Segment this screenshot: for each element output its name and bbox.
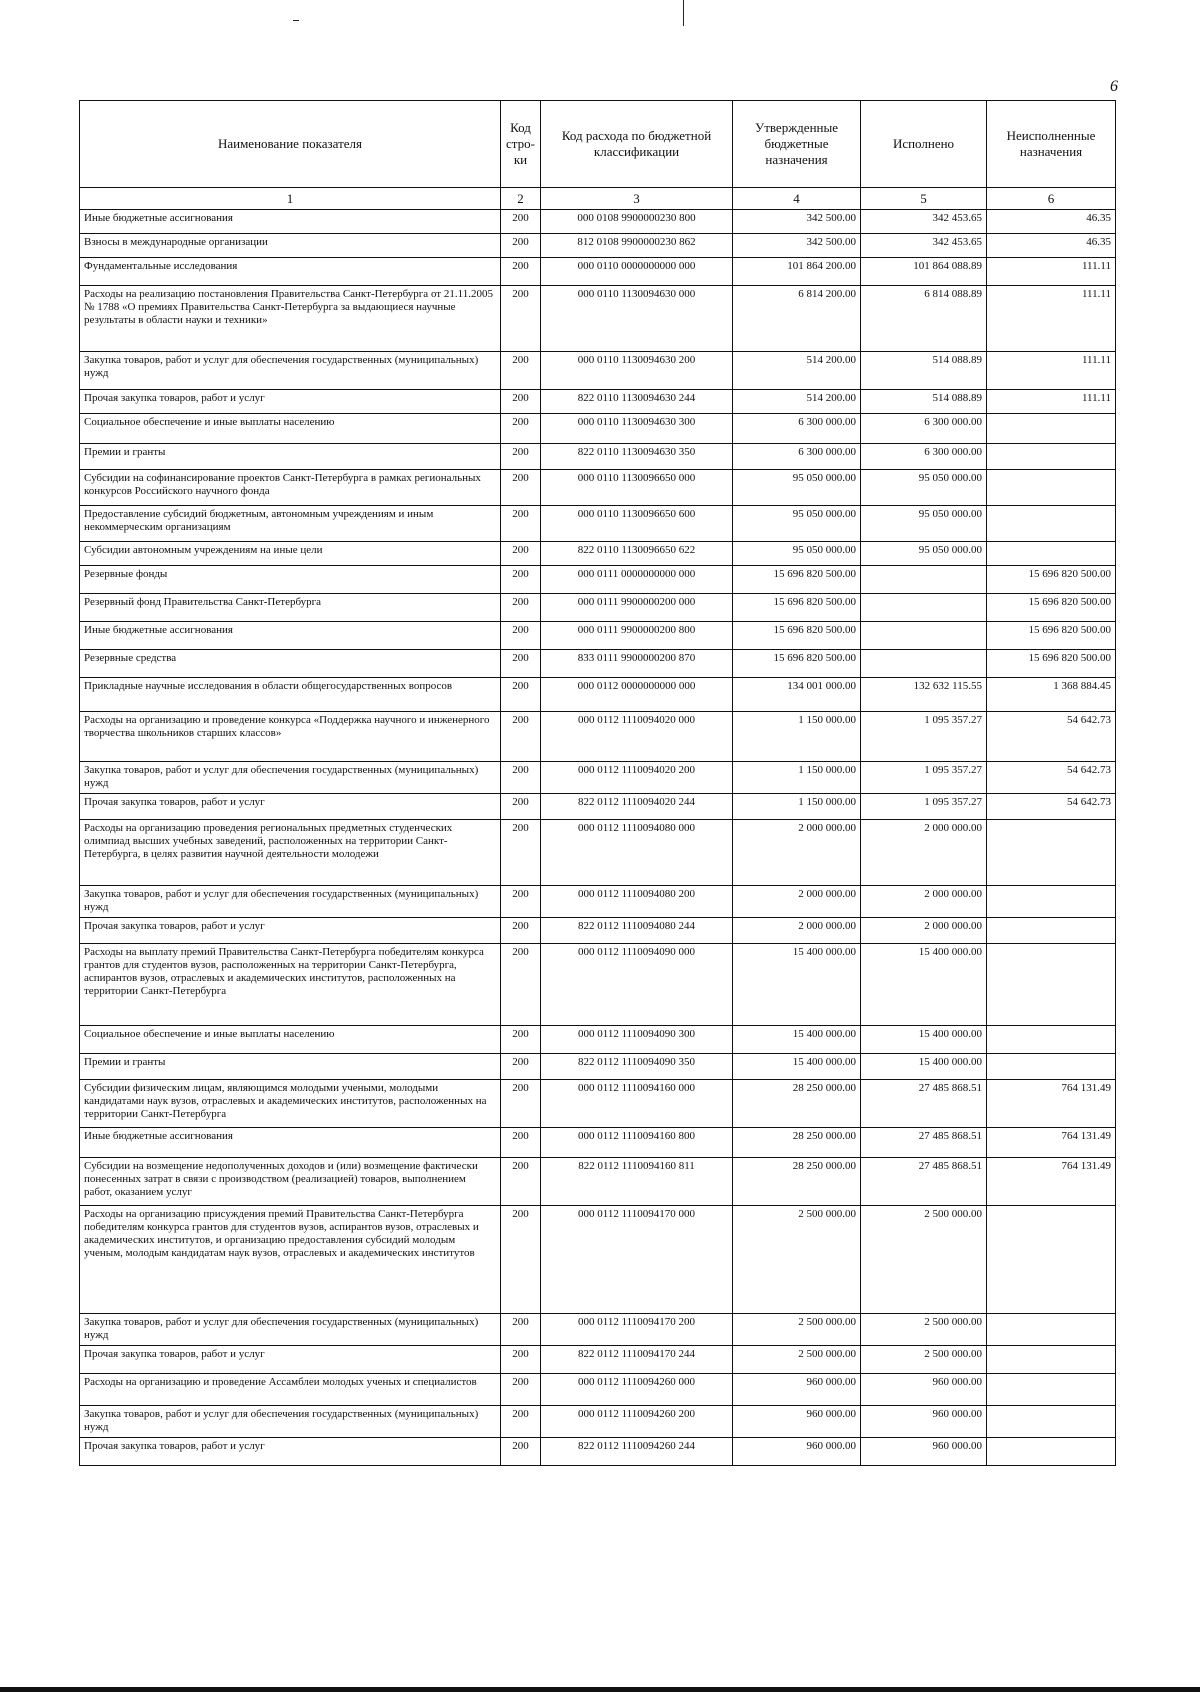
executed-amount-cell: 1 095 357.27: [861, 794, 987, 820]
unexecuted-amount-cell: [987, 1026, 1116, 1054]
table-header-row: [80, 101, 1116, 188]
budget-code-cell: 000 0112 1110094080 000: [541, 820, 733, 886]
budget-code-cell: 000 0110 1130096650 600: [541, 506, 733, 542]
executed-amount-cell: [861, 650, 987, 678]
table-row: [80, 506, 1116, 542]
executed-amount-cell: 15 400 000.00: [861, 1026, 987, 1054]
executed-amount-cell: [861, 622, 987, 650]
indicator-name-cell: Взносы в международные организации: [80, 234, 501, 258]
line-code-cell: 200: [501, 1128, 541, 1158]
indicator-name-cell: Иные бюджетные ассигнования: [80, 210, 501, 234]
header-indicator-name: Наименование показателя: [80, 101, 501, 188]
line-code-cell: 200: [501, 678, 541, 712]
header-unexecuted: Неисполненные назначения: [987, 101, 1116, 188]
unexecuted-amount-cell: 54 642.73: [987, 794, 1116, 820]
approved-amount-cell: 95 050 000.00: [733, 542, 861, 566]
column-number: 2: [501, 188, 541, 210]
budget-code-cell: 812 0108 9900000230 862: [541, 234, 733, 258]
line-code-cell: 200: [501, 1054, 541, 1080]
table-row: [80, 1054, 1116, 1080]
table-row: [80, 1346, 1116, 1374]
line-code-cell: 200: [501, 1158, 541, 1206]
line-code-cell: 200: [501, 234, 541, 258]
budget-code-cell: 822 0110 1130094630 244: [541, 390, 733, 414]
executed-amount-cell: 2 000 000.00: [861, 918, 987, 944]
executed-amount-cell: 2 500 000.00: [861, 1206, 987, 1314]
indicator-name-cell: Расходы на организацию присуждения премий Правительства Санкт-Петербурга победителям конкурса грантов для студентов вузов, аспирантов вузов, отраслевых и академических институтов, и организацию предоставления субсидий молодым ученым, молодым кандидатам наук вузов, отраслевых и академических институтов: [80, 1206, 501, 1314]
executed-amount-cell: [861, 566, 987, 594]
approved-amount-cell: 28 250 000.00: [733, 1128, 861, 1158]
budget-code-cell: 822 0112 1110094020 244: [541, 794, 733, 820]
unexecuted-amount-cell: [987, 414, 1116, 444]
executed-amount-cell: 514 088.89: [861, 390, 987, 414]
unexecuted-amount-cell: [987, 1438, 1116, 1466]
budget-code-cell: 000 0112 1110094260 200: [541, 1406, 733, 1438]
indicator-name-cell: Расходы на организацию и проведение Ассамблеи молодых ученых и специалистов: [80, 1374, 501, 1406]
indicator-name-cell: Закупка товаров, работ и услуг для обеспечения государственных (муниципальных) нужд: [80, 1314, 501, 1346]
table-row: [80, 1314, 1116, 1346]
table-row: [80, 886, 1116, 918]
table-row: [80, 678, 1116, 712]
approved-amount-cell: 101 864 200.00: [733, 258, 861, 286]
budget-code-cell: 000 0112 1110094090 300: [541, 1026, 733, 1054]
budget-code-cell: 822 0112 1110094170 244: [541, 1346, 733, 1374]
table-row: [80, 1374, 1116, 1406]
approved-amount-cell: 2 000 000.00: [733, 918, 861, 944]
unexecuted-amount-cell: [987, 820, 1116, 886]
approved-amount-cell: 514 200.00: [733, 352, 861, 390]
budget-code-cell: 000 0110 1130096650 000: [541, 470, 733, 506]
indicator-name-cell: Социальное обеспечение и иные выплаты населению: [80, 1026, 501, 1054]
line-code-cell: 200: [501, 820, 541, 886]
approved-amount-cell: 960 000.00: [733, 1438, 861, 1466]
indicator-name-cell: Социальное обеспечение и иные выплаты населению: [80, 414, 501, 444]
line-code-cell: 200: [501, 886, 541, 918]
line-code-cell: 200: [501, 622, 541, 650]
line-code-cell: 200: [501, 712, 541, 762]
approved-amount-cell: 28 250 000.00: [733, 1158, 861, 1206]
executed-amount-cell: 960 000.00: [861, 1406, 987, 1438]
executed-amount-cell: 132 632 115.55: [861, 678, 987, 712]
unexecuted-amount-cell: [987, 1054, 1116, 1080]
approved-amount-cell: 2 500 000.00: [733, 1206, 861, 1314]
approved-amount-cell: 15 400 000.00: [733, 944, 861, 1026]
budget-code-cell: 000 0112 0000000000 000: [541, 678, 733, 712]
table-row: [80, 444, 1116, 470]
executed-amount-cell: [861, 594, 987, 622]
budget-code-cell: 000 0112 1110094020 000: [541, 712, 733, 762]
executed-amount-cell: 1 095 357.27: [861, 762, 987, 794]
approved-amount-cell: 134 001 000.00: [733, 678, 861, 712]
indicator-name-cell: Расходы на реализацию постановления Правительства Санкт-Петербурга от 21.11.2005 № 1788 «О премиях Правительства Санкт-Петербурга за выдающиеся научные результаты в области науки и техники»: [80, 286, 501, 352]
approved-amount-cell: 95 050 000.00: [733, 506, 861, 542]
table-row: [80, 594, 1116, 622]
approved-amount-cell: 6 814 200.00: [733, 286, 861, 352]
budget-code-cell: 000 0110 1130094630 300: [541, 414, 733, 444]
budget-code-cell: 822 0110 1130096650 622: [541, 542, 733, 566]
budget-code-cell: 833 0111 9900000200 870: [541, 650, 733, 678]
budget-code-cell: 822 0112 1110094260 244: [541, 1438, 733, 1466]
indicator-name-cell: Прикладные научные исследования в области общегосударственных вопросов: [80, 678, 501, 712]
table-row: [80, 210, 1116, 234]
budget-code-cell: 000 0112 1110094260 000: [541, 1374, 733, 1406]
line-code-cell: 200: [501, 258, 541, 286]
approved-amount-cell: 960 000.00: [733, 1374, 861, 1406]
executed-amount-cell: 15 400 000.00: [861, 944, 987, 1026]
line-code-cell: 200: [501, 1314, 541, 1346]
indicator-name-cell: Фундаментальные исследования: [80, 258, 501, 286]
budget-code-cell: 822 0110 1130094630 350: [541, 444, 733, 470]
executed-amount-cell: 514 088.89: [861, 352, 987, 390]
approved-amount-cell: 2 000 000.00: [733, 820, 861, 886]
executed-amount-cell: 960 000.00: [861, 1374, 987, 1406]
unexecuted-amount-cell: [987, 1314, 1116, 1346]
table-row: [80, 944, 1116, 1026]
indicator-name-cell: Расходы на организацию и проведение конкурса «Поддержка научного и инженерного творчества школьников старших классов»: [80, 712, 501, 762]
table-row: [80, 1158, 1116, 1206]
line-code-cell: 200: [501, 762, 541, 794]
indicator-name-cell: Прочая закупка товаров, работ и услуг: [80, 918, 501, 944]
unexecuted-amount-cell: [987, 542, 1116, 566]
unexecuted-amount-cell: [987, 1406, 1116, 1438]
indicator-name-cell: Резервный фонд Правительства Санкт-Петербурга: [80, 594, 501, 622]
unexecuted-amount-cell: 46.35: [987, 234, 1116, 258]
scan-mark: [683, 0, 684, 26]
table-row: [80, 390, 1116, 414]
indicator-name-cell: Предоставление субсидий бюджетным, автономным учреждениям и иным некоммерческим организациям: [80, 506, 501, 542]
unexecuted-amount-cell: [987, 470, 1116, 506]
unexecuted-amount-cell: 111.11: [987, 286, 1116, 352]
table-row: [80, 414, 1116, 444]
approved-amount-cell: 15 400 000.00: [733, 1054, 861, 1080]
table-row: [80, 1206, 1116, 1314]
line-code-cell: 200: [501, 1406, 541, 1438]
unexecuted-amount-cell: [987, 1374, 1116, 1406]
table-row: [80, 1080, 1116, 1128]
unexecuted-amount-cell: 54 642.73: [987, 762, 1116, 794]
table-row: [80, 1406, 1116, 1438]
table-row: [80, 258, 1116, 286]
line-code-cell: 200: [501, 918, 541, 944]
approved-amount-cell: 2 000 000.00: [733, 886, 861, 918]
scan-mark: [293, 20, 299, 21]
budget-code-cell: 000 0112 1110094080 200: [541, 886, 733, 918]
approved-amount-cell: 1 150 000.00: [733, 762, 861, 794]
unexecuted-amount-cell: 46.35: [987, 210, 1116, 234]
table-row: [80, 234, 1116, 258]
executed-amount-cell: 2 500 000.00: [861, 1346, 987, 1374]
indicator-name-cell: Прочая закупка товаров, работ и услуг: [80, 794, 501, 820]
approved-amount-cell: 95 050 000.00: [733, 470, 861, 506]
approved-amount-cell: 6 300 000.00: [733, 444, 861, 470]
unexecuted-amount-cell: 54 642.73: [987, 712, 1116, 762]
executed-amount-cell: 2 500 000.00: [861, 1314, 987, 1346]
approved-amount-cell: 15 400 000.00: [733, 1026, 861, 1054]
header-line-code: Код стро-ки: [501, 101, 541, 188]
table-row: [80, 622, 1116, 650]
column-number-row: [80, 188, 1116, 210]
approved-amount-cell: 15 696 820 500.00: [733, 650, 861, 678]
header-approved: Утвержденные бюджетные назначения: [733, 101, 861, 188]
executed-amount-cell: 960 000.00: [861, 1438, 987, 1466]
table-row: [80, 1438, 1116, 1466]
line-code-cell: 200: [501, 470, 541, 506]
line-code-cell: 200: [501, 1374, 541, 1406]
unexecuted-amount-cell: 111.11: [987, 390, 1116, 414]
indicator-name-cell: Субсидии на софинансирование проектов Санкт-Петербурга в рамках региональных конкурсов Российского научного фонда: [80, 470, 501, 506]
budget-code-cell: 000 0112 1110094160 000: [541, 1080, 733, 1128]
indicator-name-cell: Субсидии физическим лицам, являющимся молодыми учеными, молодыми кандидатами наук вузов, отраслевых и академических институтов, расположенных на территории Санкт-Петербурга: [80, 1080, 501, 1128]
table-row: [80, 762, 1116, 794]
approved-amount-cell: 15 696 820 500.00: [733, 566, 861, 594]
budget-code-cell: 000 0108 9900000230 800: [541, 210, 733, 234]
indicator-name-cell: Расходы на выплату премий Правительства Санкт-Петербурга победителям конкурса грантов для студентов вузов, расположенных на территории Санкт-Петербурга, аспирантов вузов, отраслевых и академических институтов, расположенных на территории Санкт-Петербурга: [80, 944, 501, 1026]
approved-amount-cell: 15 696 820 500.00: [733, 594, 861, 622]
approved-amount-cell: 1 150 000.00: [733, 794, 861, 820]
indicator-name-cell: Субсидии на возмещение недополученных доходов и (или) возмещение фактически понесенных затрат в связи с производством (реализацией) товаров, выполнением работ, оказанием услуг: [80, 1158, 501, 1206]
line-code-cell: 200: [501, 444, 541, 470]
budget-code-cell: 000 0110 1130094630 000: [541, 286, 733, 352]
line-code-cell: 200: [501, 414, 541, 444]
indicator-name-cell: Премии и гранты: [80, 444, 501, 470]
budget-code-cell: 822 0112 1110094160 811: [541, 1158, 733, 1206]
executed-amount-cell: 27 485 868.51: [861, 1080, 987, 1128]
unexecuted-amount-cell: 15 696 820 500.00: [987, 594, 1116, 622]
table-row: [80, 1026, 1116, 1054]
executed-amount-cell: 95 050 000.00: [861, 542, 987, 566]
line-code-cell: 200: [501, 566, 541, 594]
unexecuted-amount-cell: [987, 506, 1116, 542]
table-row: [80, 794, 1116, 820]
column-number: 6: [987, 188, 1116, 210]
unexecuted-amount-cell: [987, 1206, 1116, 1314]
budget-code-cell: 000 0112 1110094090 000: [541, 944, 733, 1026]
approved-amount-cell: 1 150 000.00: [733, 712, 861, 762]
column-number: 4: [733, 188, 861, 210]
approved-amount-cell: 960 000.00: [733, 1406, 861, 1438]
unexecuted-amount-cell: 764 131.49: [987, 1158, 1116, 1206]
line-code-cell: 200: [501, 650, 541, 678]
unexecuted-amount-cell: [987, 886, 1116, 918]
budget-report-table: [79, 100, 1116, 1466]
executed-amount-cell: 95 050 000.00: [861, 470, 987, 506]
page-number: 6: [1110, 78, 1118, 95]
budget-code-cell: 000 0112 1110094020 200: [541, 762, 733, 794]
unexecuted-amount-cell: 15 696 820 500.00: [987, 566, 1116, 594]
approved-amount-cell: 2 500 000.00: [733, 1314, 861, 1346]
approved-amount-cell: 342 500.00: [733, 210, 861, 234]
unexecuted-amount-cell: 764 131.49: [987, 1080, 1116, 1128]
unexecuted-amount-cell: [987, 918, 1116, 944]
approved-amount-cell: 2 500 000.00: [733, 1346, 861, 1374]
header-executed: Исполнено: [861, 101, 987, 188]
table-row: [80, 470, 1116, 506]
executed-amount-cell: 342 453.65: [861, 210, 987, 234]
executed-amount-cell: 2 000 000.00: [861, 820, 987, 886]
approved-amount-cell: 342 500.00: [733, 234, 861, 258]
unexecuted-amount-cell: [987, 444, 1116, 470]
unexecuted-amount-cell: 15 696 820 500.00: [987, 650, 1116, 678]
line-code-cell: 200: [501, 1346, 541, 1374]
line-code-cell: 200: [501, 542, 541, 566]
budget-code-cell: 000 0111 9900000200 800: [541, 622, 733, 650]
line-code-cell: 200: [501, 390, 541, 414]
line-code-cell: 200: [501, 1206, 541, 1314]
table-row: [80, 286, 1116, 352]
unexecuted-amount-cell: 764 131.49: [987, 1128, 1116, 1158]
executed-amount-cell: 6 300 000.00: [861, 414, 987, 444]
table-row: [80, 542, 1116, 566]
executed-amount-cell: 95 050 000.00: [861, 506, 987, 542]
column-number: 3: [541, 188, 733, 210]
indicator-name-cell: Закупка товаров, работ и услуг для обеспечения государственных (муниципальных) нужд: [80, 886, 501, 918]
indicator-name-cell: Иные бюджетные ассигнования: [80, 622, 501, 650]
unexecuted-amount-cell: [987, 944, 1116, 1026]
approved-amount-cell: 514 200.00: [733, 390, 861, 414]
indicator-name-cell: Субсидии автономным учреждениям на иные цели: [80, 542, 501, 566]
column-number: 5: [861, 188, 987, 210]
budget-code-cell: 000 0112 1110094170 000: [541, 1206, 733, 1314]
unexecuted-amount-cell: 1 368 884.45: [987, 678, 1116, 712]
line-code-cell: 200: [501, 210, 541, 234]
line-code-cell: 200: [501, 1026, 541, 1054]
indicator-name-cell: Закупка товаров, работ и услуг для обеспечения государственных (муниципальных) нужд: [80, 762, 501, 794]
budget-code-cell: 000 0110 1130094630 200: [541, 352, 733, 390]
line-code-cell: 200: [501, 506, 541, 542]
budget-code-cell: 000 0112 1110094160 800: [541, 1128, 733, 1158]
indicator-name-cell: Закупка товаров, работ и услуг для обеспечения государственных (муниципальных) нужд: [80, 1406, 501, 1438]
approved-amount-cell: 28 250 000.00: [733, 1080, 861, 1128]
executed-amount-cell: 342 453.65: [861, 234, 987, 258]
table-row: [80, 650, 1116, 678]
table-row: [80, 352, 1116, 390]
executed-amount-cell: 101 864 088.89: [861, 258, 987, 286]
line-code-cell: 200: [501, 594, 541, 622]
budget-code-cell: 822 0112 1110094080 244: [541, 918, 733, 944]
budget-code-cell: 000 0112 1110094170 200: [541, 1314, 733, 1346]
table-row: [80, 1128, 1116, 1158]
header-budget-code: Код расхода по бюджетной классификации: [541, 101, 733, 188]
executed-amount-cell: 6 300 000.00: [861, 444, 987, 470]
indicator-name-cell: Прочая закупка товаров, работ и услуг: [80, 1438, 501, 1466]
line-code-cell: 200: [501, 286, 541, 352]
table-row: [80, 820, 1116, 886]
budget-code-cell: 822 0112 1110094090 350: [541, 1054, 733, 1080]
line-code-cell: 200: [501, 352, 541, 390]
line-code-cell: 200: [501, 794, 541, 820]
indicator-name-cell: Расходы на организацию проведения региональных предметных студенческих олимпиад высших учебных заведений, расположенных на территории Санкт-Петербурга, в целях развития научной деятельности молодежи: [80, 820, 501, 886]
executed-amount-cell: 15 400 000.00: [861, 1054, 987, 1080]
indicator-name-cell: Премии и гранты: [80, 1054, 501, 1080]
column-number: 1: [80, 188, 501, 210]
executed-amount-cell: 6 814 088.89: [861, 286, 987, 352]
indicator-name-cell: Прочая закупка товаров, работ и услуг: [80, 390, 501, 414]
unexecuted-amount-cell: 111.11: [987, 258, 1116, 286]
indicator-name-cell: Резервные фонды: [80, 566, 501, 594]
indicator-name-cell: Прочая закупка товаров, работ и услуг: [80, 1346, 501, 1374]
budget-code-cell: 000 0111 0000000000 000: [541, 566, 733, 594]
indicator-name-cell: Иные бюджетные ассигнования: [80, 1128, 501, 1158]
unexecuted-amount-cell: [987, 1346, 1116, 1374]
indicator-name-cell: Закупка товаров, работ и услуг для обеспечения государственных (муниципальных) нужд: [80, 352, 501, 390]
unexecuted-amount-cell: 15 696 820 500.00: [987, 622, 1116, 650]
executed-amount-cell: 2 000 000.00: [861, 886, 987, 918]
approved-amount-cell: 6 300 000.00: [733, 414, 861, 444]
line-code-cell: 200: [501, 1080, 541, 1128]
budget-code-cell: 000 0110 0000000000 000: [541, 258, 733, 286]
table-row: [80, 712, 1116, 762]
table-row: [80, 918, 1116, 944]
line-code-cell: 200: [501, 944, 541, 1026]
indicator-name-cell: Резервные средства: [80, 650, 501, 678]
executed-amount-cell: 27 485 868.51: [861, 1158, 987, 1206]
executed-amount-cell: 27 485 868.51: [861, 1128, 987, 1158]
budget-code-cell: 000 0111 9900000200 000: [541, 594, 733, 622]
line-code-cell: 200: [501, 1438, 541, 1466]
scan-bottom-edge: [0, 1687, 1200, 1692]
table-row: [80, 566, 1116, 594]
approved-amount-cell: 15 696 820 500.00: [733, 622, 861, 650]
executed-amount-cell: 1 095 357.27: [861, 712, 987, 762]
unexecuted-amount-cell: 111.11: [987, 352, 1116, 390]
